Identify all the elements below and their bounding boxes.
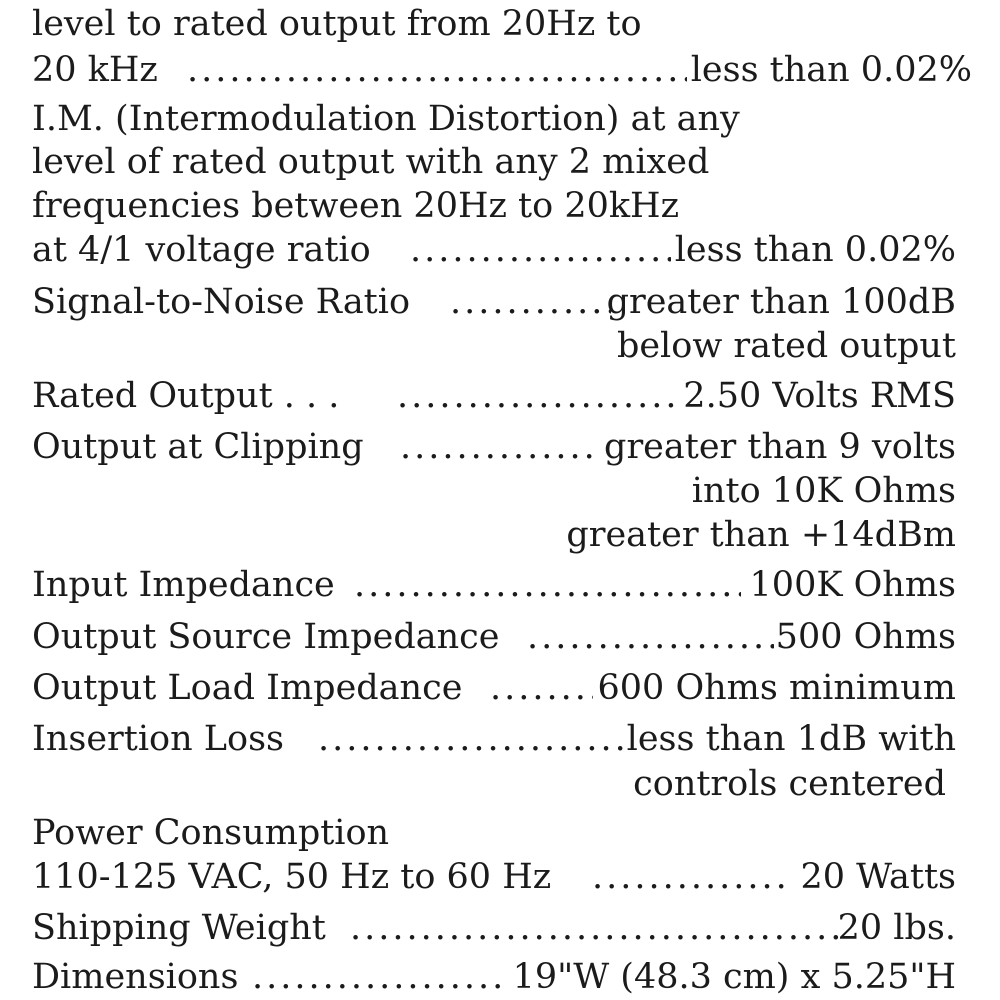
spec-value: less than 0.02% [674,230,956,270]
spec-value: 19"W (48.3 cm) x 5.25"H [512,957,956,997]
spec-value: 100K Ohms [749,565,956,605]
leader-dots [354,563,741,607]
spec-label: at 4/1 voltage ratio [32,230,371,270]
spec-text: frequencies between 20Hz to 20kHz [32,186,680,226]
spec-label: 110-125 VAC, 50 Hz to 60 Hz [32,857,552,897]
leader-dots [527,615,774,659]
leader-dots [400,425,601,469]
leader-dots [252,955,506,999]
spec-value: below rated output [616,326,956,366]
spec-value: 20 Watts [800,857,956,897]
leader-dots [187,48,687,92]
spec-label: Output Load Impedance [32,668,463,708]
spec-text: I.M. (Intermodulation Distortion) at any [32,99,740,139]
spec-label: 20 kHz [32,50,158,90]
leader-dots [450,280,611,324]
spec-label: Insertion Loss [32,719,285,759]
spec-label: Dimensions [32,957,239,997]
spec-value: controls centered [633,764,946,804]
spec-value: 500 Ohms [775,617,956,657]
spec-text: level of rated output with any 2 mixed [32,142,710,182]
spec-value: into 10K Ohms [691,471,956,511]
leader-dots [318,717,623,761]
spec-value: less than 1dB with [626,719,956,759]
spec-value: greater than 9 volts [604,427,956,467]
spec-value: 20 lbs. [837,908,956,948]
spec-label: Rated Output . . . [32,376,340,416]
spec-value: greater than +14dBm [566,515,956,555]
spec-value: less than 0.02% [690,50,972,90]
spec-label: Output at Clipping [32,427,364,467]
leader-dots [490,666,593,710]
spec-value: 600 Ohms minimum [597,668,956,708]
spec-value: greater than 100dB [606,282,956,322]
leader-dots [410,228,671,272]
spec-label: Shipping Weight [32,908,326,948]
leader-dots [350,906,841,950]
spec-label: Power Consumption [32,813,390,853]
spec-text: level to rated output from 20Hz to [32,4,642,44]
leader-dots [397,374,678,418]
spec-label: Input Impedance [32,565,335,605]
leader-dots [592,855,793,899]
spec-label: Signal-to-Noise Ratio [32,282,411,322]
spec-label: Output Source Impedance [32,617,500,657]
spec-value: 2.50 Volts RMS [683,376,956,416]
